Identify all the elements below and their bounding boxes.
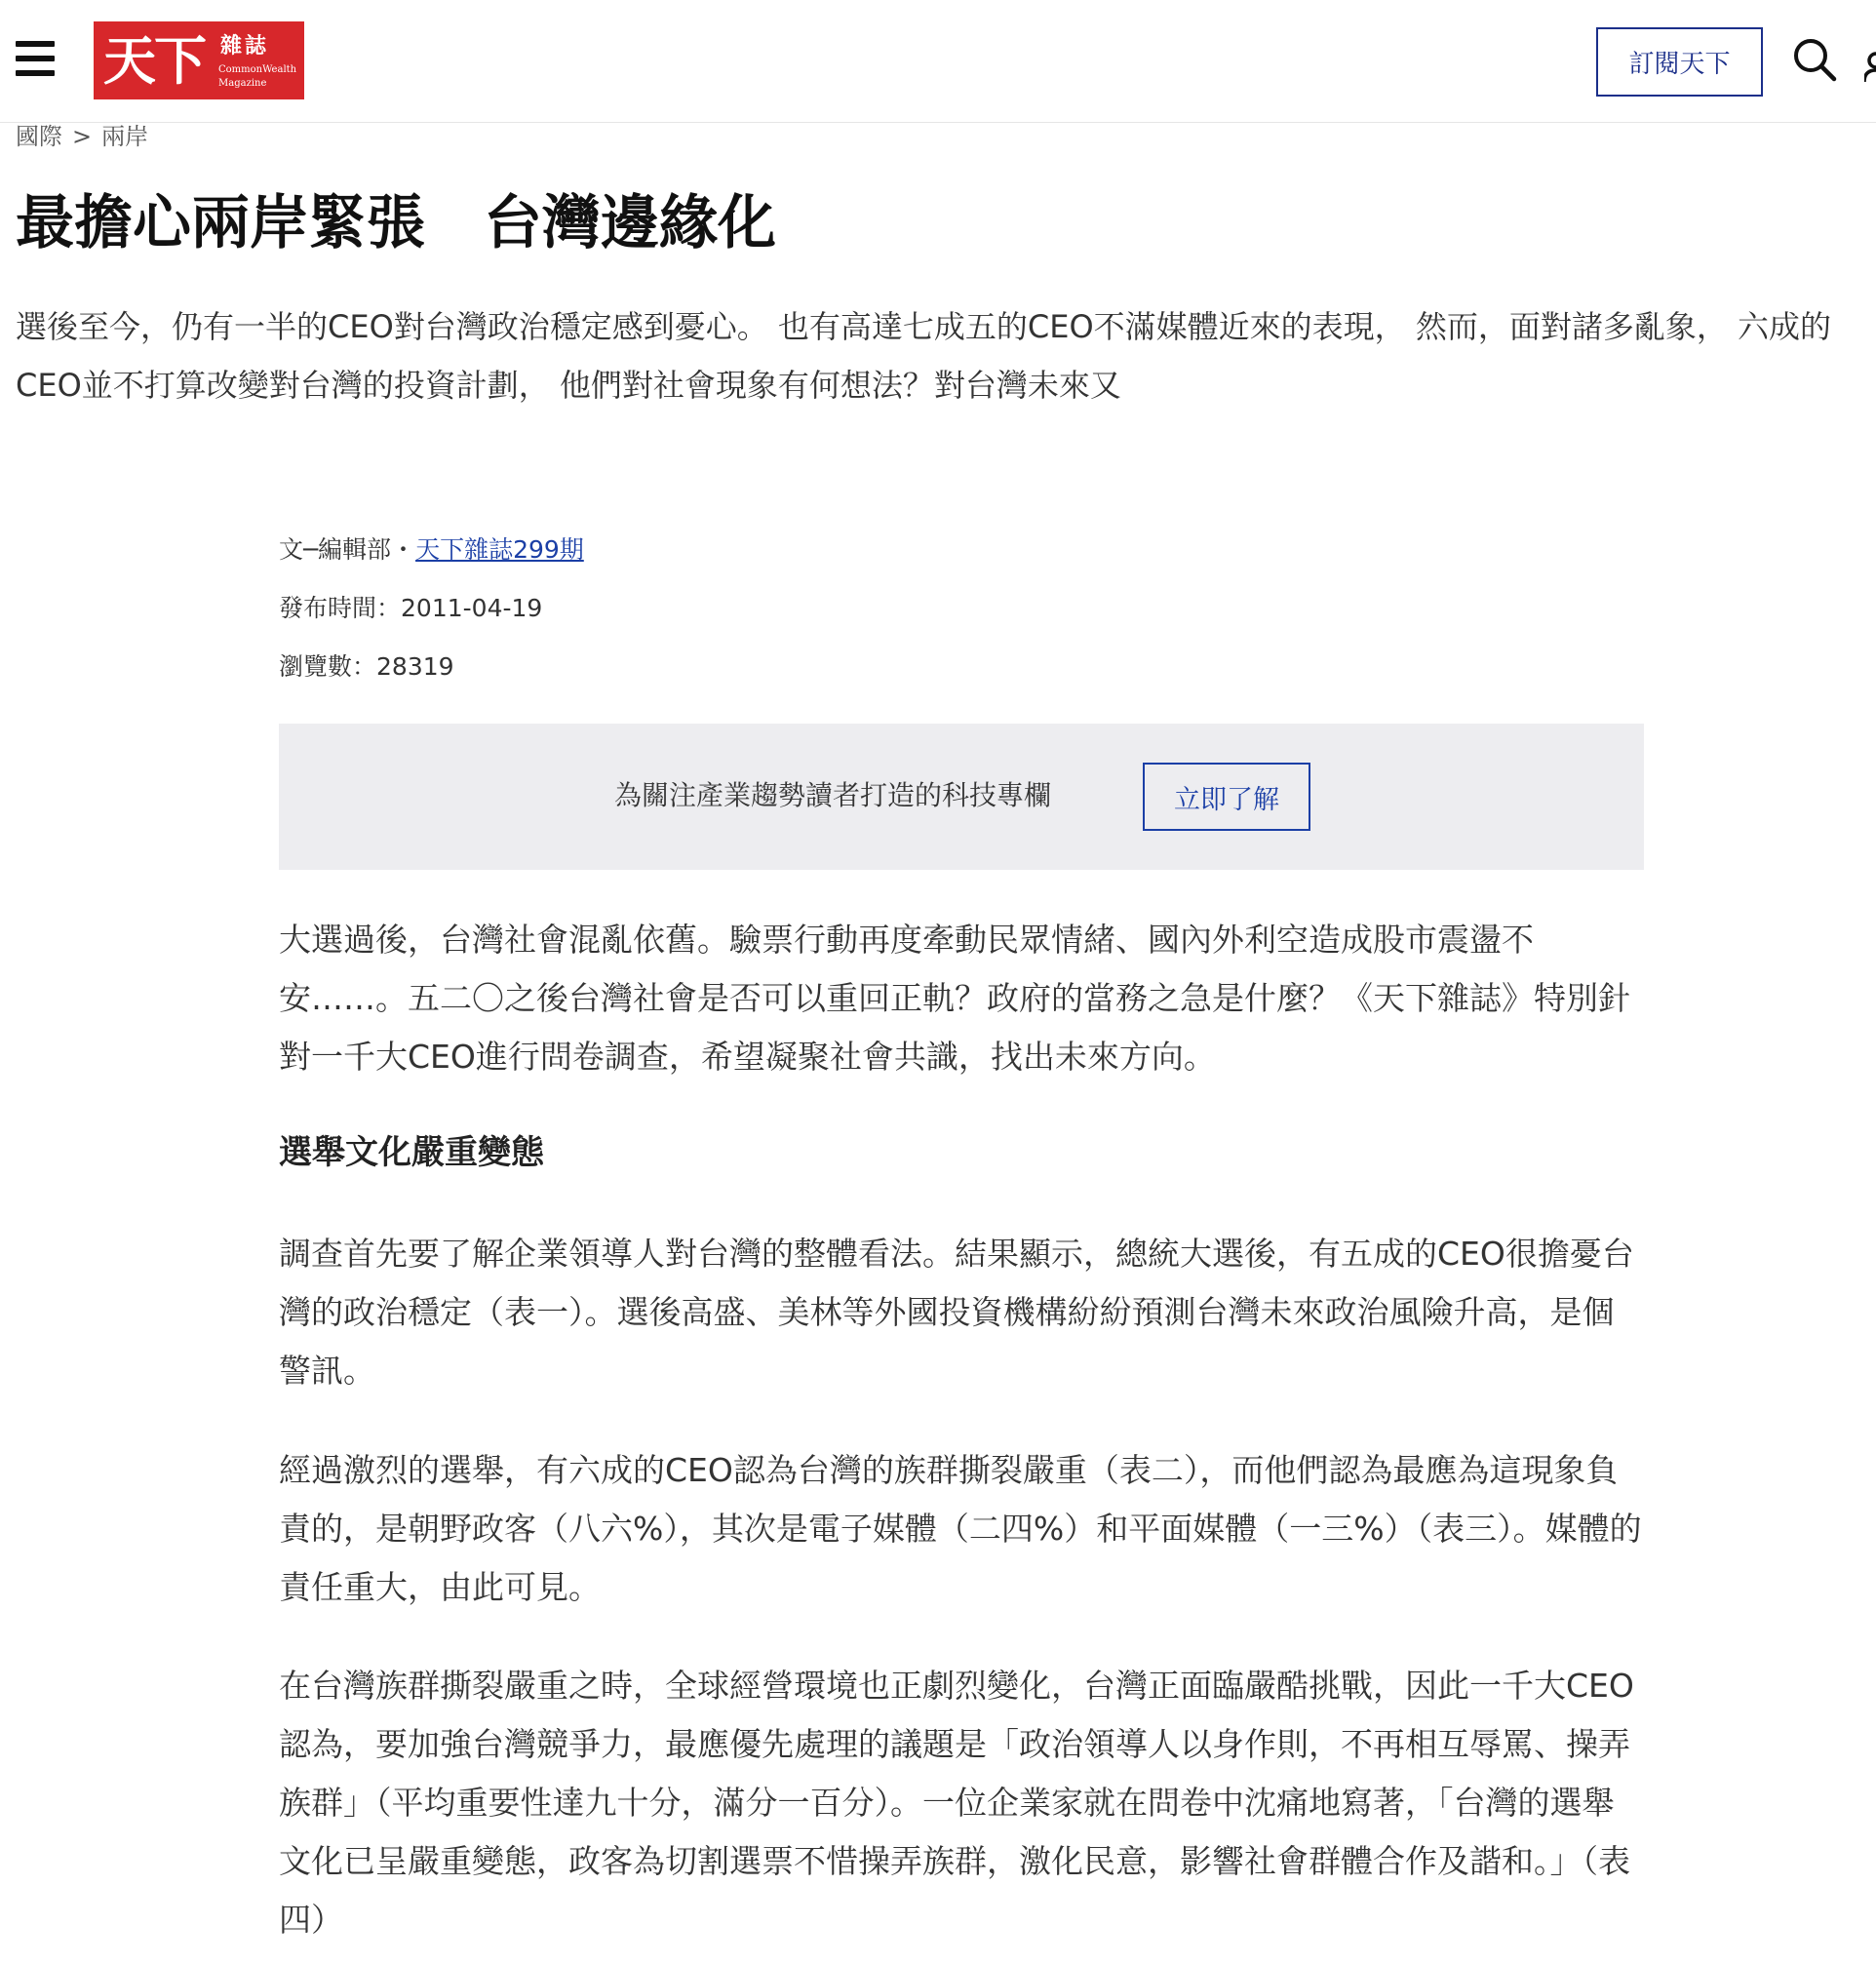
site-logo[interactable] [94, 21, 304, 99]
article-author [279, 532, 584, 568]
article-paragraph: 大選過後，台灣社會混亂依舊。驗票行動再度牽動民眾情緒、國內外利空造成股市震盪不安……。五二〇之後台灣社會是否可以重回正軌？政府的當務之急是什麼？《天下雜誌》特別針對一千大CEO進行問卷調查，希望凝聚社會共識，找出未來方向。 [279, 921, 1630, 1076]
learn-more-button[interactable]: 立即了解 [1143, 763, 1310, 831]
logo-main-text: 天下 [103, 29, 205, 92]
date-value: 2011-04-19 [401, 594, 543, 622]
promo-text: 為關注產業趨勢讀者打造的科技專欄 [614, 779, 1052, 811]
site-header [0, 0, 1876, 123]
search-icon[interactable] [1790, 35, 1839, 84]
tech-column-promo-banner [279, 724, 1644, 870]
article-lead: 選後至今，仍有一半的CEO對台灣政治穩定感到憂心。 也有高達七成五的CEO不滿媒體近來的表現， 然而，面對諸多亂象， 六成的CEO並不打算改變對台灣的投資計劃， 他們對社會現象有何想法？對台灣未來又 [16, 308, 1832, 404]
article-paragraph: 在台灣族群撕裂嚴重之時，全球經營環境也正劇烈變化，台灣正面臨嚴酷挑戰，因此一千大CEO認為，要加強台灣競爭力，最應優先處理的議題是「政治領導人以身作則，不再相互辱罵、操弄族群」（平均重要性達九十分，滿分一百分）。一位企業家就在問卷中沈痛地寫著，「台灣的選舉文化已呈嚴重變態，政客為切割選票不惜操弄族群，激化民意，影響社會群體合作及諧和。」（表四） [279, 1667, 1634, 1939]
breadcrumb [16, 121, 148, 152]
menu-bar [16, 56, 55, 61]
logo-sub-text: 雜誌 [220, 33, 270, 59]
menu-bar [16, 41, 55, 47]
article-view-count [279, 649, 454, 685]
logo-english-line1: CommonWealth [218, 64, 297, 75]
author-text: 文─編輯部・ [279, 535, 416, 564]
logo-english-line2: Magazine [218, 78, 267, 89]
hamburger-menu-icon[interactable] [16, 41, 55, 76]
article-paragraph: 調查首先要了解企業領導人對台灣的整體看法。結果顯示，總統大選後，有五成的CEO很擔憂台灣的政治穩定（表一）。選後高盛、美林等外國投資機構紛紛預測台灣未來政治風險升高，是個警訊。 [279, 1235, 1634, 1390]
breadcrumb-separator: > [72, 123, 93, 150]
breadcrumb-item-international[interactable]: 國際 [16, 123, 62, 150]
views-label: 瀏覽數： [279, 652, 377, 681]
issue-link[interactable]: 天下雜誌299期 [415, 535, 584, 564]
article-title: 最擔心兩岸緊張 台灣邊緣化 [16, 189, 776, 257]
breadcrumb-item-cross-strait[interactable]: 兩岸 [101, 123, 149, 150]
article-paragraph: 經過激烈的選舉，有六成的CEO認為台灣的族群撕裂嚴重（表二），而他們認為最應為這現象負責的，是朝野政客（八六%），其次是電子媒體（二四%）和平面媒體（一三%）（表三）。媒體的責任重大，由此可見。 [279, 1451, 1642, 1606]
subscribe-button[interactable]: 訂閱天下 [1596, 27, 1763, 97]
section-heading: 選舉文化嚴重變態 [279, 1133, 544, 1172]
views-value: 28319 [376, 652, 454, 681]
menu-bar [16, 70, 55, 76]
user-icon[interactable] [1864, 51, 1876, 82]
article-publish-date [279, 591, 542, 626]
date-label: 發布時間： [279, 594, 402, 622]
